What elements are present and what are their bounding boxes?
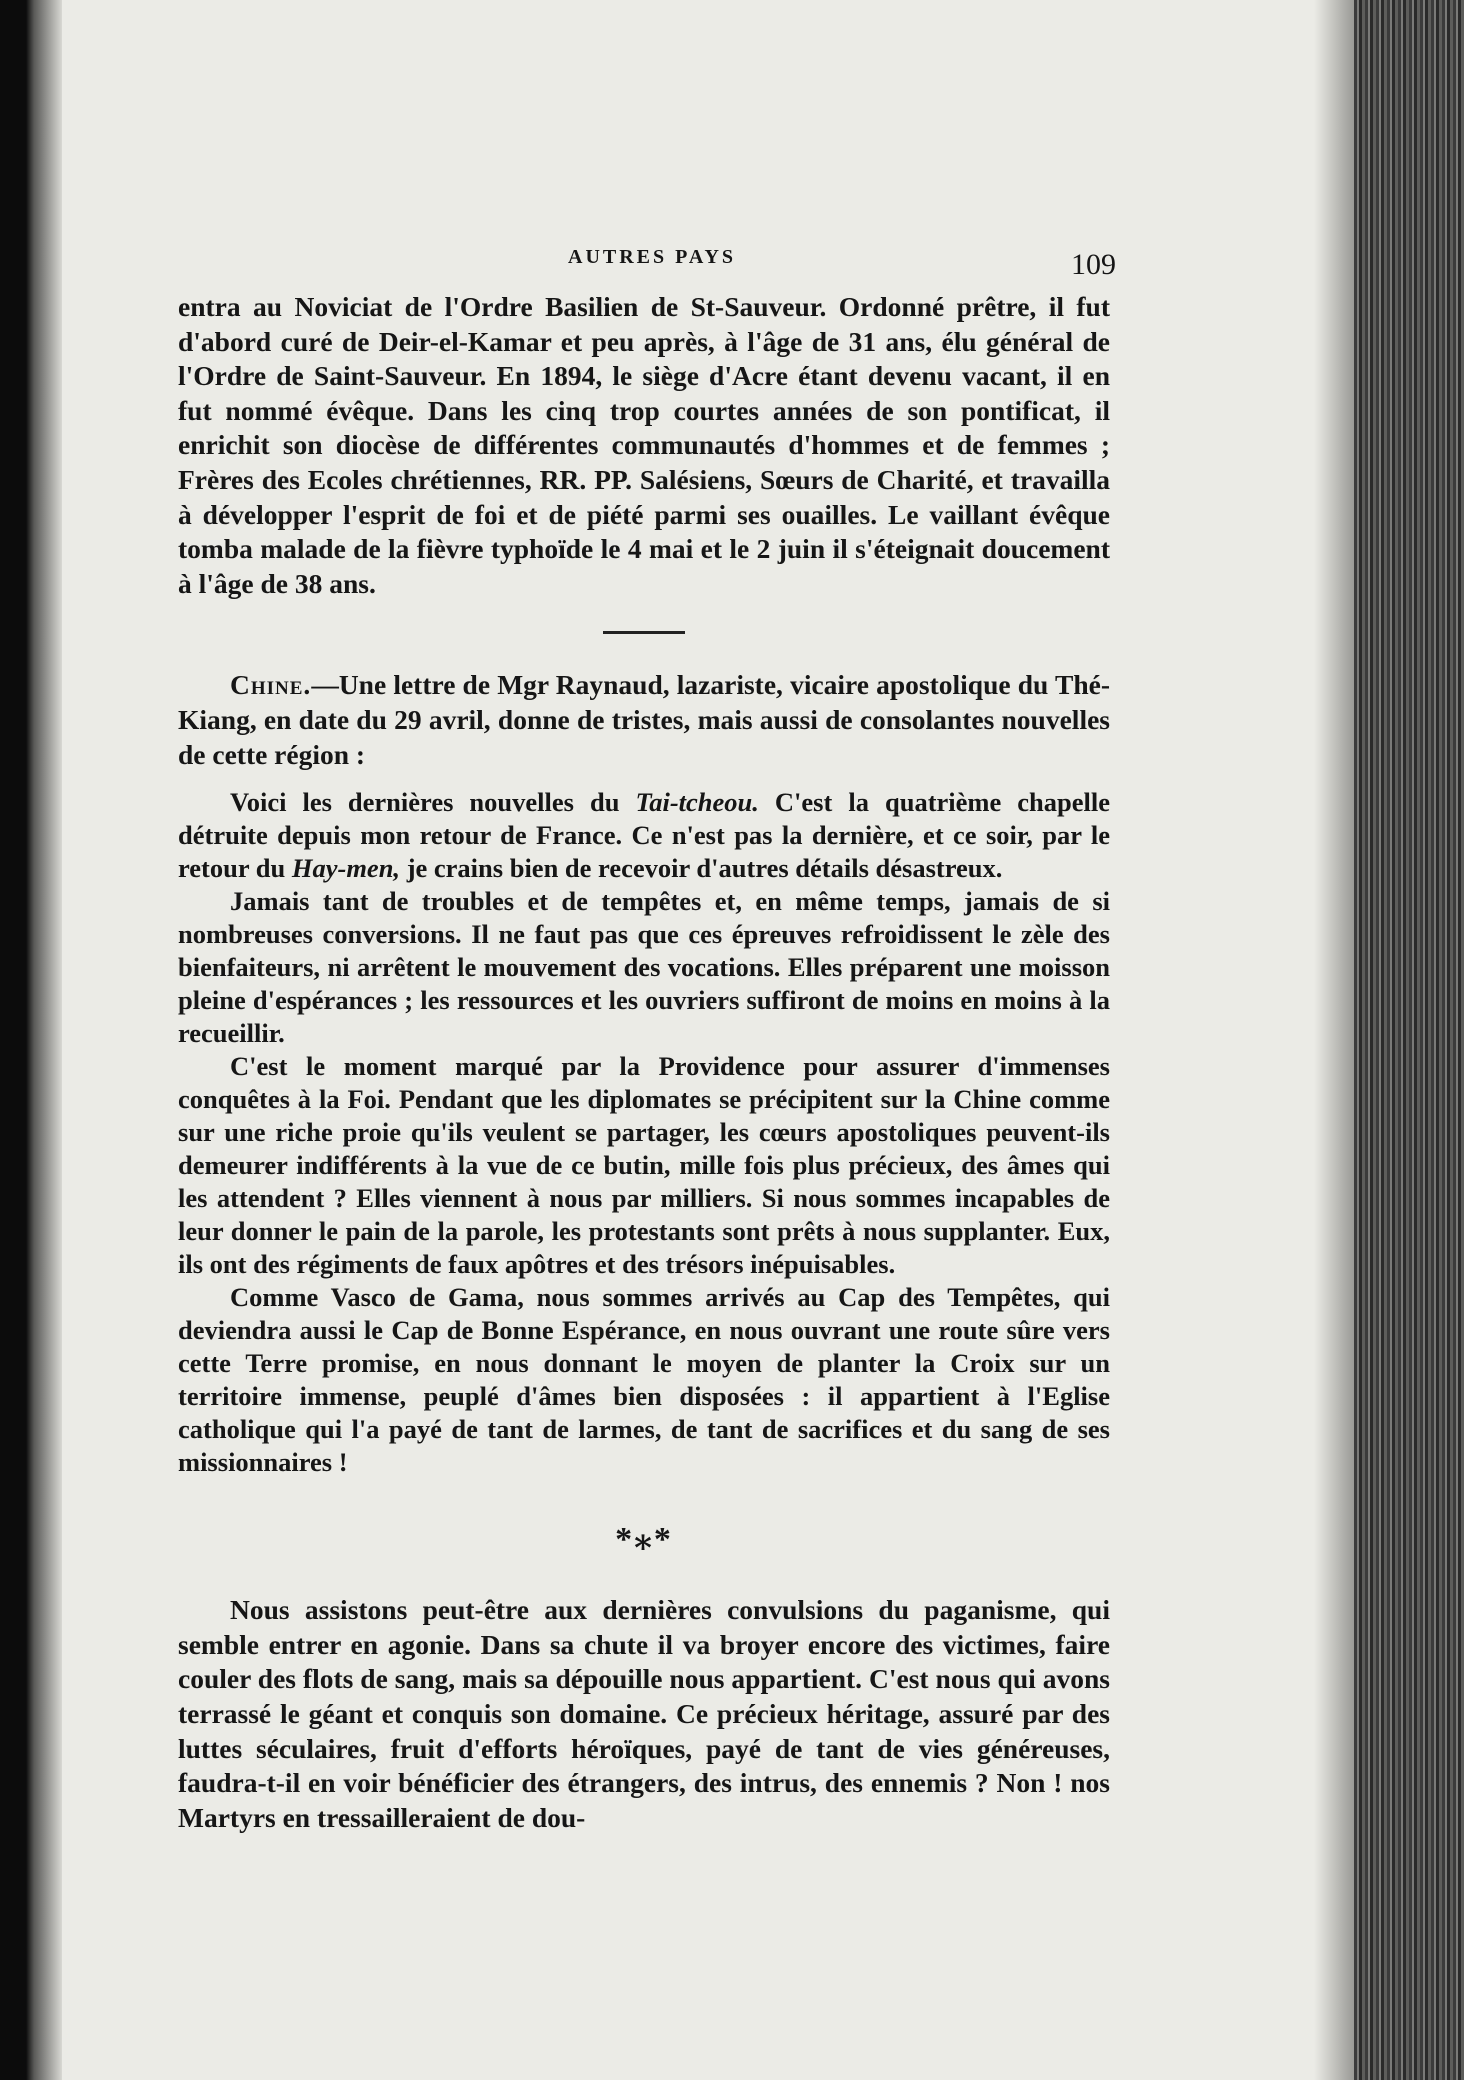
- paragraph-bishop-biography: entra au Noviciat de l'Ordre Basilien de St-Sauveur. Ordonné prêtre, il fut d'abord curé de Deir-el-Kamar et peu après, à l'âge de 31 ans, élu général de l'Ordre de Saint-Sauveur. En 1894, le siège d'Acre étant devenu vacant, il en fut nommé évêque. Dans les cinq trop courtes années de son pontificat, il enrichit son diocèse de différentes communautés d'hommes et de femmes ; Frères des Ecoles chrétiennes, RR. PP. Salésiens, Sœurs de Charité, et travailla à développer l'esprit de foi et de piété parmi ses ouailles. Le vaillant évêque tomba malade de la fièvre typhoïde le 4 mai et le 2 juin il s'éteignait doucement à l'âge de 38 ans.: [178, 291, 1110, 599]
- quote-text: Voici les dernières nouvelles du: [230, 787, 636, 818]
- chine-intro-text: —Une lettre de Mgr Raynaud, lazariste, vicaire apostolique du Thé-Kiang, en date du 29 avril, donne de tristes, mais aussi de consolantes nouvelles de cette région :: [178, 669, 1110, 770]
- binding-shadow: [0, 0, 62, 2080]
- page-number: 109: [1071, 248, 1116, 281]
- book-page-edges: [1354, 0, 1464, 2080]
- section-divider: [603, 631, 685, 634]
- asterism-divider: *⁎*: [615, 1521, 673, 1559]
- page-content: [178, 238, 1116, 1835]
- letter-quotation: [178, 786, 1110, 1479]
- running-header: [178, 238, 1116, 290]
- quote-text: C'est la quatrième chapelle détruite depuis mon retour de France. Ce n'est pas la dernière, et ce soir, par le retour du: [178, 787, 1110, 884]
- paragraph-paganisme: Nous assistons peut-être aux dernières convulsions du paganisme, qui semble entrer en agonie. Dans sa chute il va broyer encore des victimes, faire couler des flots de sang, mais sa dépouille nous appartient. C'est nous qui avons terrassé le géant et conquis son domaine. Ce précieux héritage, assuré par des luttes séculaires, fruit d'efforts héroïques, payé de tant de vies généreuses, faudra-t-il en voir bénéficier des étrangers, des intrus, des ennemis ? Non ! nos Martyrs en tressailleraient de dou-: [178, 1594, 1110, 1833]
- place-name-italic: Hay-men,: [291, 853, 401, 884]
- quote-paragraph-4: Comme Vasco de Gama, nous sommes arrivés au Cap des Tempêtes, qui deviendra aussi le Cap de Bonne Espérance, en nous ouvrant une route sûre vers cette Terre promise, en nous donnant le moyen de planter la Croix sur un territoire immense, peuplé d'âmes bien disposées : il appartient à l'Eglise catholique qui l'a payé de tant de larmes, de tant de sacrifices et du sang de ses missionnaires !: [178, 1282, 1110, 1478]
- quote-paragraph-3: C'est le moment marqué par la Providence pour assurer d'immenses conquêtes à la Foi. Pendant que les diplomates se précipitent sur la Chine comme sur une riche proie qu'ils veulent se partager, les cœurs apostoliques peuvent-ils demeurer indifférents à la vue de ce butin, mille fois plus précieux, des âmes qui les attendent ? Elles viennent à nous par milliers. Si nous sommes incapables de leur donner le pain de la parole, les protestants sont prêts à nous supplanter. Eux, ils ont des régiments de faux apôtres et des trésors inépuisables.: [178, 1051, 1110, 1280]
- page-curl-shadow: [1314, 0, 1354, 2080]
- quote-text: je crains bien de recevoir d'autres détails désastreux.: [400, 853, 1003, 884]
- quote-paragraph-2: Jamais tant de troubles et de tempêtes et, en même temps, jamais de si nombreuses conversions. Il ne faut pas que ces épreuves refroidissent le zèle des bienfaiteurs, ni arrêtent le mouvement des vocations. Elles préparent une moisson pleine d'espérances ; les ressources et les ouvriers suffiront de moins en moins à la recueillir.: [178, 886, 1110, 1049]
- quote-paragraph-1: [178, 786, 1110, 885]
- place-name-italic: Tai-tcheou.: [635, 787, 759, 818]
- paragraph-chine-intro: [178, 668, 1110, 772]
- running-title: AUTRES PAYS: [568, 246, 737, 268]
- section-label-chine: Chine.: [230, 669, 312, 701]
